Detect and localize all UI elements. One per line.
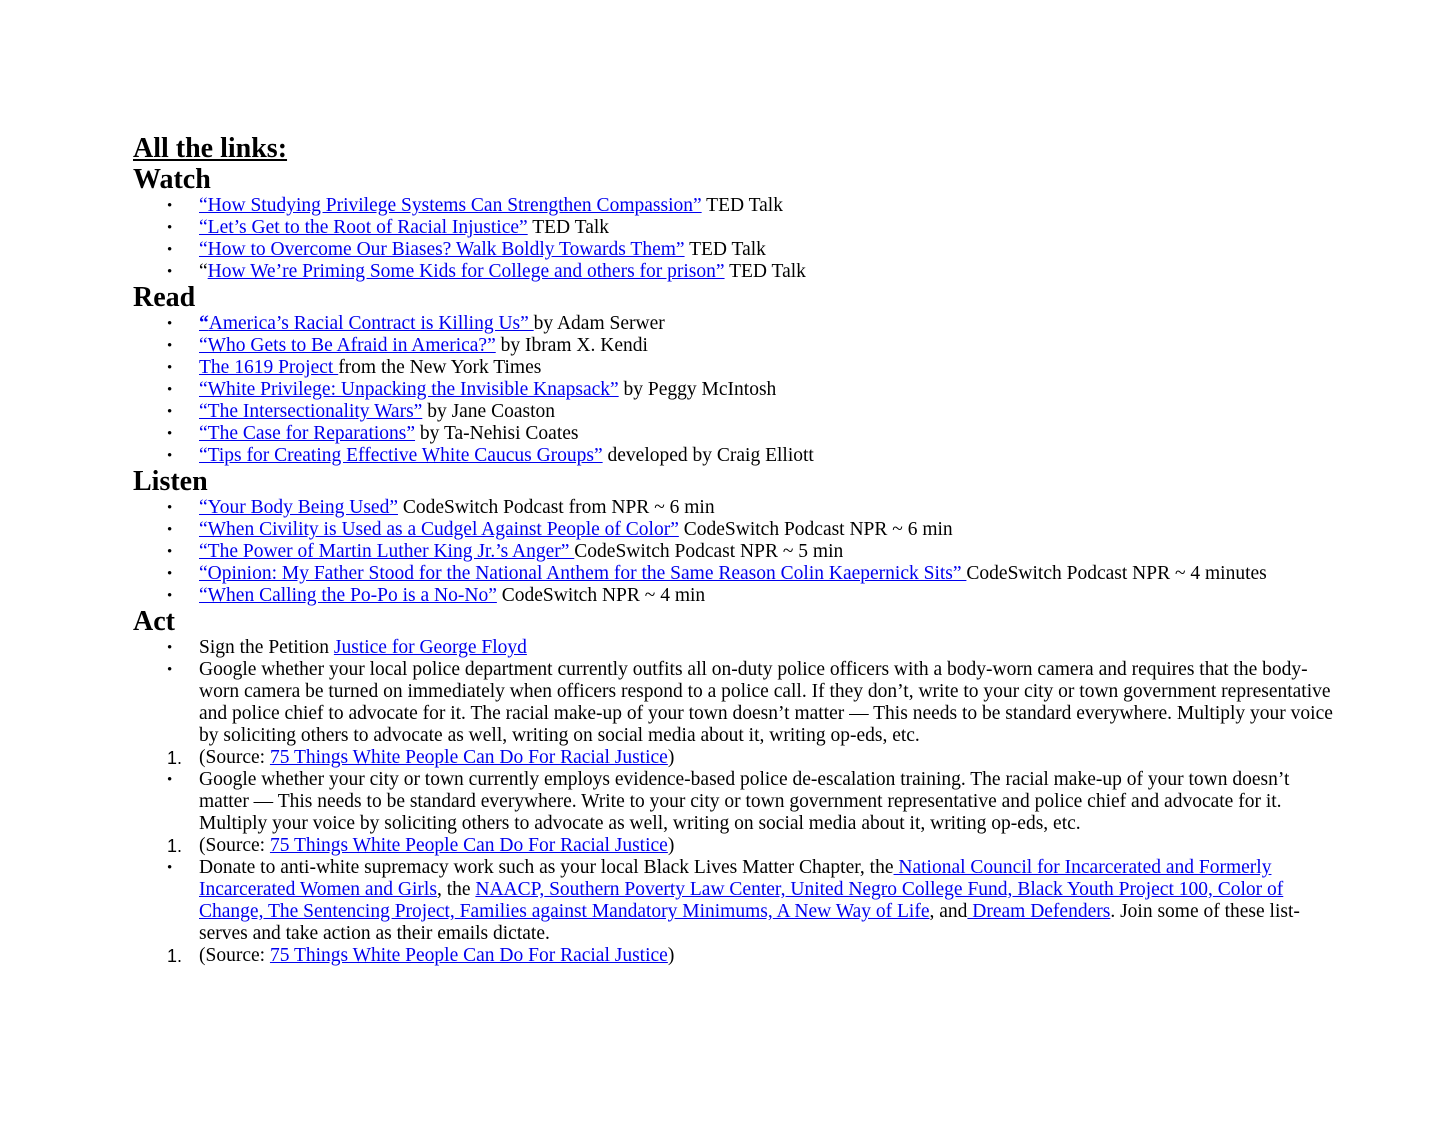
bullet-icon: • [167,772,173,788]
org-link[interactable]: Color of Change, [199,879,1284,922]
org-link[interactable]: Families against Mandatory Minimums, [454,901,773,922]
list-item [167,519,1333,541]
list-item [167,423,1333,445]
act-list-continued [133,857,1333,945]
org-link[interactable]: Black Youth Project 100, [1012,879,1213,900]
list-item [167,769,1333,835]
section-heading-read: Read [133,282,196,313]
source-link[interactable]: 75 Things White People Can Do For Racial Justice [269,835,668,856]
item-text: by Ibram X. Kendi [495,335,648,356]
list-number: 1. [167,748,183,768]
bullet-icon: • [167,544,173,560]
org-link[interactable]: The Sentencing Project, [263,901,455,922]
link[interactable]: “How Studying Privilege Systems Can Strengthen Compassion” [199,195,702,216]
source-suffix: ) [667,835,675,856]
bullet-icon: • [167,588,173,604]
item-text: TED Talk [724,261,806,282]
list-item [167,379,1333,401]
link[interactable]: “Opinion: My Father Stood for the National Anthem for the Same Reason Colin Kaepernick Sits” [199,563,967,584]
item-text: CodeSwitch Podcast NPR ~ 6 min [678,519,953,540]
item-text: CodeSwitch NPR ~ 4 min [496,585,706,606]
bullet-icon: • [167,500,173,516]
document-content [133,133,1333,967]
page-title: All the links: [133,133,288,164]
link[interactable]: “Let’s Get to the Root of Racial Injustice” [199,217,528,238]
item-text: CodeSwitch Podcast from NPR ~ 6 min [397,497,715,518]
list-item [167,217,1333,239]
quote-mark: “ [199,313,209,334]
source-suffix: ) [667,945,675,966]
source-prefix: (Source: [199,835,270,856]
listen-list [133,497,1333,607]
item-text: Google whether your city or town currently employs evidence-based police de-escalation training. The racial make-up of your town doesn’t matter — This needs to be standard everywhere. Write to your city or town government representative and police chief and advocate for it. Multiply your voice by soliciting others to advocate as well, writing on social media about it, writing op-eds, etc. [199,769,1290,834]
bullet-icon: • [167,264,173,280]
bullet-icon: • [167,404,173,420]
link[interactable]: “The Case for Reparations” [199,423,416,444]
org-link[interactable]: United Negro College Fund, [785,879,1013,900]
item-text: from the New York Times [338,357,542,378]
source-prefix: (Source: [199,945,270,966]
org-link[interactable]: A New Way of Life [772,901,930,922]
item-text: , and [929,901,968,922]
item-text: TED Talk [527,217,610,238]
watch-list [133,195,1333,283]
link[interactable]: The 1619 Project [199,357,339,378]
list-number: 1. [167,836,183,856]
source-line [133,747,1333,769]
link[interactable]: “When Calling the Po-Po is a No-No” [199,585,497,606]
list-item [167,857,1333,945]
org-link[interactable]: Southern Poverty Law Center, [544,879,786,900]
bullet-icon: • [167,662,173,678]
bullet-icon: • [167,220,173,236]
link-text: America’s Racial Contract is Killing Us” [208,313,534,334]
org-link[interactable]: NAACP, [475,879,545,900]
bullet-icon: • [167,640,173,656]
list-item [167,585,1333,607]
source-link[interactable]: 75 Things White People Can Do For Racial Justice [269,945,668,966]
org-link[interactable]: Dream Defenders [967,901,1111,922]
read-list [133,313,1333,467]
item-text: by Peggy McIntosh [618,379,777,400]
item-text: Sign the Petition [199,637,334,658]
bullet-icon: • [167,198,173,214]
list-item [167,239,1333,261]
list-item [167,313,1333,335]
source-suffix: ) [667,747,675,768]
item-text: by Adam Serwer [533,313,665,334]
bullet-icon: • [167,448,173,464]
link[interactable]: “Your Body Being Used” [199,497,398,518]
org-link[interactable]: National Council for Incarcerated and Formerly Incarcerated Women and Girls [199,857,1272,900]
bullet-icon: • [167,860,173,876]
section-heading-listen: Listen [133,466,208,497]
list-item [167,497,1333,519]
link[interactable] [199,313,534,334]
item-text: “ [199,261,208,282]
list-item [167,261,1333,283]
link[interactable]: “The Intersectionality Wars” [199,401,423,422]
item-text: Donate to anti-white supremacy work such as your local Black Lives Matter Chapter, the [199,857,894,878]
link[interactable]: “When Civility is Used as a Cudgel Against People of Color” [199,519,679,540]
section-heading-act: Act [133,606,175,637]
item-text: Google whether your local police department currently outfits all on-duty police officers with a body-worn camera and requires that the body-worn camera be turned on immediately when officers respond to a police call. If they don’t, write to your city or town government representative and police chief to advocate for it. The racial make-up of your town doesn’t matter — This needs to be standard everywhere. Multiply your voice by soliciting others to advocate as well, writing on social media about it, writing op-eds, etc. [199,659,1333,746]
link[interactable]: How We’re Priming Some Kids for College and others for prison” [207,261,725,282]
source-link[interactable]: 75 Things White People Can Do For Racial Justice [269,747,668,768]
list-item [167,563,1333,585]
link[interactable]: “The Power of Martin Luther King Jr.’s Anger” [199,541,575,562]
item-text: CodeSwitch Podcast NPR ~ 4 minutes [966,563,1267,584]
list-item [167,445,1333,467]
item-text: , the [436,879,476,900]
item-text: TED Talk [684,239,766,260]
link[interactable]: “Who Gets to Be Afraid in America?” [199,335,496,356]
list-item [167,335,1333,357]
list-item [167,659,1333,747]
bullet-icon: • [167,242,173,258]
list-item [167,541,1333,563]
source-prefix: (Source: [199,747,270,768]
list-item [167,401,1333,423]
link[interactable]: “White Privilege: Unpacking the Invisible Knapsack” [199,379,619,400]
item-text: by Jane Coaston [422,401,556,422]
bullet-icon: • [167,316,173,332]
item-text: developed by Craig Elliott [602,445,814,466]
section-heading-watch: Watch [133,164,211,195]
bullet-icon: • [167,426,173,442]
list-item [167,195,1333,217]
act-list [133,637,1333,747]
source-line [133,835,1333,857]
source-line [133,945,1333,967]
item-text: . Join some of these list-serves and take action as their emails dictate. [199,901,1300,944]
bullet-icon: • [167,522,173,538]
bullet-icon: • [167,338,173,354]
list-item [167,637,1333,659]
list-item [167,357,1333,379]
item-text: CodeSwitch Podcast NPR ~ 5 min [574,541,844,562]
bullet-icon: • [167,360,173,376]
item-text: by Ta-Nehisi Coates [415,423,579,444]
list-number: 1. [167,946,183,966]
link[interactable]: “How to Overcome Our Biases? Walk Boldly Towards Them” [199,239,685,260]
act-list-continued [133,769,1333,835]
item-text: TED Talk [701,195,783,216]
link[interactable]: “Tips for Creating Effective White Caucus Groups” [199,445,603,466]
petition-link[interactable]: Justice for George Floyd [333,637,527,658]
bullet-icon: • [167,566,173,582]
bullet-icon: • [167,382,173,398]
